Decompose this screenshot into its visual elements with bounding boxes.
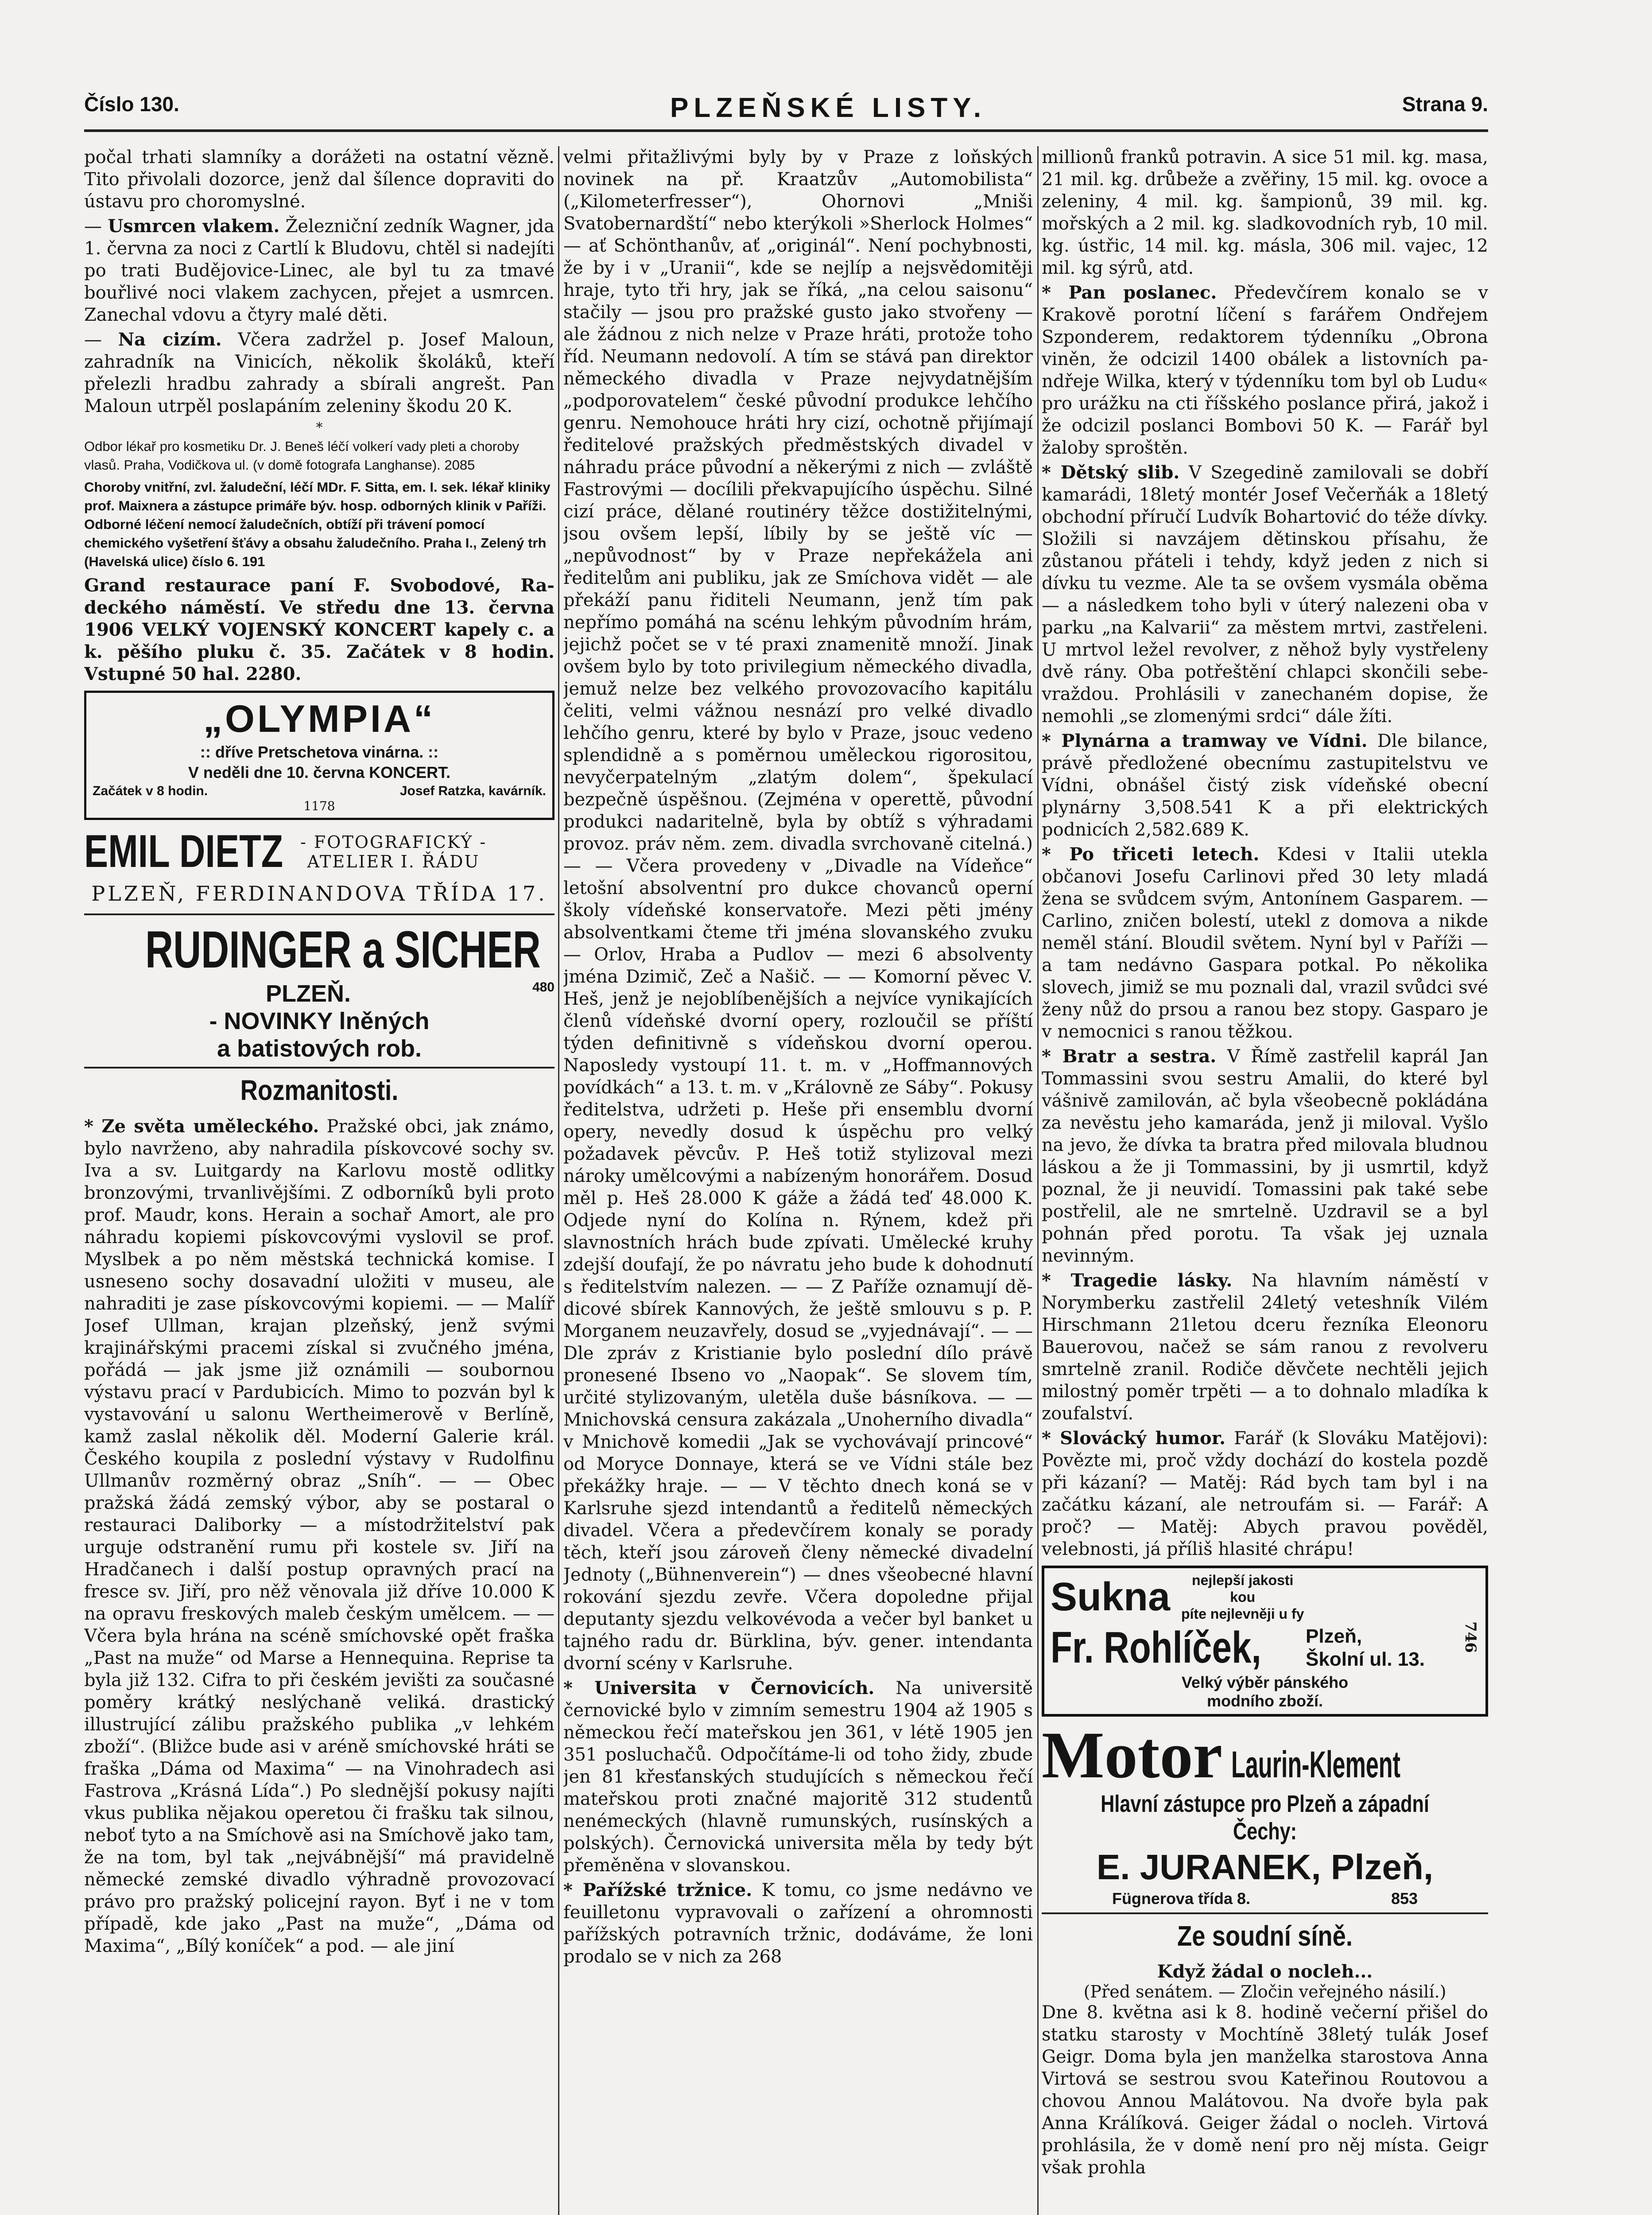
sukna-tag-line: nejlepší jakosti kou [1191,1572,1294,1605]
news-item [1042,1045,1488,1267]
sukna-bottom-line: modního zboží. [1207,1692,1323,1710]
sukna-bottom [1051,1673,1479,1710]
motor-address-row [1042,1889,1488,1908]
advertisement-olympia [84,691,555,820]
rohlicek-address [1306,1625,1425,1671]
article-title: Když žádal o nocleh... [1157,1961,1373,1982]
ad-number: 480 [532,980,555,995]
item-heading: Usmrcen vlakem. [108,216,280,237]
ad-number: 1178 [303,799,335,813]
ad-number: 853 [1391,1889,1418,1908]
motor-address: Fügnerova třída 8. [1112,1889,1251,1908]
item-heading: * Slovácký humor. [1042,1428,1226,1449]
motor-agency: Hlavní zástupce pro Plzeň a západní Čechy: [1101,1791,1429,1845]
motor-brand: Laurin-Klement [1231,1744,1401,1785]
news-item [1042,1270,1488,1425]
sukna-tag-line: píte nejlevněji u fy [1181,1606,1304,1622]
olympia-owner: Josef Ratzka, kavárník. [399,784,546,798]
news-item [1042,282,1488,459]
dietz-name: EMIL DIETZ [84,826,283,877]
advertisement-benes: Odbor lékař pro kosmetiku Dr. J. Beneš léčí volkerí vady pleti a choroby vlasů. Praha, Vodičkova ul. (v domě fotografa Langhanse). 2085 [84,439,520,473]
olympia-title: „OLYMPIA“ [203,698,435,740]
news-item [1042,843,1488,1043]
item-text: Železniční zedník Wagner, jda 1. června za noci z Cartlí k Bludovu, chtěl si nadejíti po trati Budějovice-Linec, ale byl tu za tmavé bouřlivé noci vlakem zachycen, přejet a usmrcen. Zanechal vdovu a čtyry malé děti. [84,216,555,325]
news-item [563,1677,1033,1877]
rudinger-line: a batistových rob. [217,1035,422,1062]
news-item: — Na cizím. Včera zadržel p. Josef Maloun, zahradník na Vinicích, několik školáků, kteří přelezli hradbu zahrady a sbírali angrešt. Pan Maloun utrpěl poslapáním zeleniny škodu 20 K. [84,329,555,416]
olympia-start: Začátek v 8 hodin. [93,784,208,798]
advertisement-dietz [84,825,555,878]
item-text: Na universitě černovické bylo v zimním semestru 1904 až 1905 s německou řečí mateřskou jen 361, v létě 1905 jen 351 posluchačů. Odpočítáme-li od toho židy, zbude jen 81 křesťanských studujících s německou řečí mateřskou proti značné majoritě 312 studentů nenémeckých (hlavně rumunských, rusínských a polských). Černovická universita měla by tedy být přeměněna v slovanskou. [563,1678,1033,1876]
article-paragraph: millionů franků potravin. A sice 51 mil. kg. masa, 21 mil. kg. drůbeže a zvěřiny, 15 mil. kg. ovoce a zeleniny, 4 mil. kg. šampionů, 39 mil. kg. mořských a 2 mil. kg. sladkovodních ryb, 10 mil. kg. ústřic, 14 mil. kg. másla, 306 mil. vajec, 12 mil. kg sýrů, atd. [1042,147,1488,278]
sukna-tagline [1177,1572,1308,1622]
column-divider [1037,146,1039,2215]
article-paragraph: Dne 8. května asi k 8. hodině večerní přišel do statku starosty v Mochtíně 38letý tulák Josef Geigr. Doma byla jen manželka starostova Anna Virtová se sestrou svou Kateřinou Routovou a chovou Annou Malátovou. Na dvoře byla pak Anna Králíková. Geiger žádal o nocleh. Virtová prohlásila, že v domě není pro něj místa. Geigr však prohla [1042,2002,1488,2178]
page-number: Strana 9. [1402,93,1488,116]
item-heading: * Pařížské tržnice. [563,1880,752,1900]
rudinger-city [84,980,555,1007]
rohlicek-street: Školní ul. 13. [1306,1648,1425,1670]
advertisement-restaurant: Grand restaurace paní F. Svobodové, Radeckého náměstí. Ve středu dne 13. června 1906 VELKÝ VOJENSKÝ KONCERT kapely c. a k. pěšího pluku č. 35. Začátek v 8 hodin. Vstupné 50 hal. 2280. [84,575,555,684]
item-text: Na hlavním náměstí v Norymberku zastřelil 24letý veteshník Vilém Hirschmann 21letou dceru řezníka Eleonoru Bauerovou, načež se sám ranou z revolveru smrtelně zranil. Rodiče děvčete nechtěli jejich milostný poměr trpěti — a to dohnalo mladíka k zoufalství. [1042,1271,1488,1424]
item-text: Farář (k Slováku Matějovi): Povězte mi, proč vždy dochází do kostela pozdě při kázaní? — Matěj: Rád bych tam byl i na začátku kázaní, ale netroufám si. — Farář: A proč? — Matěj: Abych pravou pověděl, velebnosti, já příliš hlasité chrápu! [1042,1428,1488,1559]
news-item [84,1115,555,1957]
advertisement-motor [1042,1718,1488,1908]
header-rule [84,129,1488,132]
news-item [563,1879,1033,1968]
column-2 [563,146,1033,2215]
column-1 [84,146,555,2215]
item-heading: * Tragedie lásky. [1042,1270,1233,1291]
sukna-top [1051,1572,1479,1622]
olympia-line: :: dříve Pretschetova vinárna. :: [200,743,439,761]
motor-dealer: E. JURANEK, Plzeň, [1096,1847,1434,1887]
rudinger-line: - NOVINKY lněných [209,1008,430,1034]
item-text: Předevčírem konalo se v Krakově porotní líčení s farářem Ondřejem Szponderem, redaktorem týdenníku „Obrona viněn, že odcizil 1400 obálek a listovních pa ndřeje Wilka, který v týdenníku tom byl ob Ludu« pro urážku na cti říšského poslance přirá, jakož i že odcizil poslanci Bombovi 50 K. — Farář byl žaloby sproštěn. [1042,283,1488,458]
advertisement-rudinger [84,920,555,1062]
item-heading: Na cizím. [118,329,222,350]
item-heading: * Plynárna a tramway ve Vídni. [1042,731,1368,751]
news-item [1042,1427,1488,1560]
item-heading: * Po třiceti letech. [1042,844,1260,865]
rohlicek-name: Fr. Rohlíček, [1051,1623,1261,1672]
olympia-line: V neděli dne 10. června KONCERT. [188,763,451,781]
column-3 [1042,146,1488,2215]
dietz-sub: ATELIER I. ŘÁDU [307,851,480,871]
motor-word: Motor [1042,1718,1223,1792]
divider-rule [84,913,555,915]
sukna-bottom-line: Velký výběr pánského [1181,1673,1349,1691]
dietz-sub: - FOTOGRAFICKÝ - [300,832,487,852]
news-item [1042,462,1488,727]
rudinger-city-text: PLZEŇ. [265,980,351,1007]
advertisement-sitta: Choroby vnitřní, zvl. žaludeční, léčí MDr. F. Sitta, em. I. sek. lékař kliniky prof. Maixnera a zástupce primáře býv. hosp. odborných klinik v Paříži. Odborné léčení nemocí žaludečních, obtíží při trávení pomocí chemického vyšetření šťávy a obsahu žaludečního. Praha I., Zelený trh (Havelská ulice) číslo 6. 191 [84,479,551,569]
news-item: — Usmrcen vlakem. Železniční zedník Wagner, jda 1. června za noci z Cartlí k Bludovu, chtěl si nadejíti po trati Budějovice-Linec, ale byl tu za tmavé bouřlivé noci vlakem zachycen, přejet a usmrcen. Zanechal vdovu a čtyry malé děti. [84,216,555,325]
item-text: V Szegedině zamilovali se dobří kamarádi, 18letý montér Josef Večerňák a 18letý obchodní příručí Ludvík Bohartović do téže dívky. Složili si navzájem dětinskou přísahu, že zůstanou přáteli i tehdy, když jeden z nich si dívku tu vezme. Ale ta se ovšem vysmála oběma — a následkem toho byli v úterý nalezeni oba v parku „na Kalvarii“ za městem mrtvi, zastřeleni. U mrtvol ležel revolver, z něhož byly vystřeleny dvě rány. Oba potřeštění chlapci skončili sebevraždou. Prohlásili v zanechaném dopise, že nemohli „se zlomenými srdci“ dále žíti. [1042,462,1488,727]
item-heading: * Bratr a sestra. [1042,1046,1217,1067]
item-text: K tomu, co jsme nedávno ve feuilletonu vypravovali o zařízení a ohromnosti pařížských potravních tržnic, dodáváme, že loni prodalo se v nich za 268 [563,1880,1033,1967]
ad-number: 746 [1462,1621,1479,1653]
dietz-tagline [300,832,487,871]
rudinger-name: RUDINGER a SICHER [145,921,541,979]
issue-number: Číslo 130. [84,93,179,116]
item-text: V Římě zastřelil kaprál Jan Tommassini svou sestru Amalii, do které byl vášnivě zamilován, ač byla všeobecně pokládána za nevěstu jeho kamaráda, jenž ji miloval. Vyšlo na jevo, že dívka ta bratra před milovala bludnou láskou a že ji Tommassini, by ji usmrtil, když poznal, že ji neuvidí. Tomassini pak také sebe postřelil, ale ne smrtelně. Uzdravil se a byl pohnán před porotu. Ta však jej uznala nevinným. [1042,1046,1488,1266]
item-heading: * Universita v Černovicích. [563,1678,875,1698]
rohlicek-city: Plzeň, [1306,1625,1362,1647]
sukna-word: Sukna [1051,1574,1171,1619]
article-paragraph: počal trhati slamníky a dorážeti na ostatní vězně. Tito přivolali dozorce, jenž dal šílence dopraviti do ústavu pro choromyslné. [84,147,555,212]
section-heading: Rozmanitosti. [240,1074,399,1106]
item-heading: * Pan poslanec. [1042,282,1217,303]
column-divider [558,146,559,2215]
item-text: Pražské obci, jak známo, bylo navrženo, aby nahradila pískovcové sochy sv. Iva a sv. Luitgardy na Karlovu mostě odlitky bronzovými, trvanlivějšími. Z odborníků byli proto prof. Maudr, kons. Herain a sochař Amort, ale pro náhradu kopiemi pískovcovými vyslovil se prof. Myslbek a po něm městská technická komise. I usneseno sochy dosavadní uložiti v museu, ale nahraditi je zase pískovcovými kopiemi. — — Malíř Josef Ullman, krajan plzeňský, jenž svými krajinářskými pracemi získal si zvučného jména, pořádá — jak jsme již oznámili — soubornou výstavu prací v Pardubicích. Mimo to pozván byl k vystavování u salonu Wertheimerově v Berlíně, kamž zaslal několik děl. Moderní Galerie král. Českého koupila z poslední výstavy v Rudolfinu Ullmanův rozměrný obraz „Sníh“. — — Obec pražská žádá zemský výbor, aby se postaral o restauraci Daliborky — a místodržitelství pak urguje odstranění rumu při kostele sv. Jiří na Hradčanech i další postup opravných prací na fresce sv. Jiří, pro něž věnovala již dříve 10.000 K na opravu freskových maleb českým umělcem. — — Včera byla hrána na scéně smíchovské opět fraška „Past na muže“ od Marse a Hennequina. Reprise ta byla již 132. Cifra to při českém jevišti za současné poměry krátký neslýchaně veliká. drastický illustrující zálibu pražského publika „v lehkém zboží“. (Bližce bude asi v aréně smíchovské hráti se fraška „Dáma od Maxima“ — na Vinohradech asi Fastrova „Krásná Lída“.) Po slednější pokusy najíti vkus publika nějakou operetou či frašku tak silnou, neboť tyto a na Smíchově asi na Smíchově jako tam, že na tom, byl tak „nejvábnější“ má pravidelně německé zemské divadlo výhradně provozovací právo pro pražský policejní rayon. Byť i ne v tom případě, kde jako „Past na muže“, „Dáma od Maxima“, „Bílý koníček“ a pod. — ale jiní [84,1116,555,1956]
motor-header [1042,1718,1488,1792]
item-text: Včera zadržel p. Josef Maloun, zahradník na Vinicích, několik školáků, kteří přelezli hradbu zahrady a sbírali angrešt. Pan Maloun utrpěl poslapáním zeleniny škodu 20 K. [84,330,555,416]
masthead-title: PLZEŇSKÉ LISTY. [670,93,986,123]
item-text: Kdesi v Italii utekla občanovi Josefu Carlinovi před 30 lety mladá žena se svůdcem svým, Antonínem Gasparem. — Carlino, zničen bolestí, utekl z domova a nikde neměl stání. Bloudil světem. Nyní byl v Paříži — a tam nedávno Gaspara potkal. Po několika slovech, jimiž se mu poznali dal, vrazil svůdci své ženy nůž do prsou a ranou bez stopy. Gasparo je v nemocnici s ranou těžkou. [1042,844,1488,1042]
advertisement-rohlicek [1042,1566,1488,1717]
section-heading: Ze soudní síně. [1177,1920,1353,1952]
divider-rule [1042,1912,1488,1914]
sukna-middle [1051,1622,1479,1673]
news-item [1042,730,1488,841]
dietz-address: PLZEŇ, FERDINANDOVA TŘÍDA 17. [91,882,547,905]
item-heading: * Ze světa uměleckého. [84,1116,319,1137]
separator-star: * [316,420,323,435]
olympia-footer [93,784,546,799]
divider-rule [84,1067,555,1069]
article-paragraph: velmi přitažlivými byly by v Praze z loňských novinek na př. Kraatzův „Automobilista“ („Kilometerfresser“), Ohornovi „Mniši Svatobernardští“ nebo kterýkoli »Sherlock Holmes“ — ať Schönthanův, ať „originál“. Není pochybnosti, že by i v „Uranii“, kde se nejlíp a nejsvědomitěji hraje, tyto tři hry, jak se říká, „na celou saisonu“ stačily — jsou pro pražské gusto jako stvořeny — ale žádnou z nich nelze v Praze hráti, protože toho říd. Neumann nedovolí. A tím se stává pan direktor německého divadla v Praze nejvydatnějším „podporovatelem“ české původní produkce lehčího genru. Nemohouce hráti hry cizí, ochotně přijímají ředitelové pražských předměstských divadel v náhradu práce původní a někerými z nich — zvláště Fastrovými — docílili překvapujícího úspěchu. Silné cizí práce, dělané routinéry těžce dostižitelnými, jsou ovšem lepší, líbily by se ještě víc — „nepůvodnost“ by v Praze nepřekážela ani ředitelům ani publiku, jak ze Smíchova vidět — ale překáží panu řiditeli Neumann, jenž tím pak nepřímo pomáhá na scénu lehkým původním hrám, jejichž počet se v té praxi znamenitě množí. Jinak ovšem bylo by toto privilegium německého divadla, jemuž nelze bez velkého provozovacího kapitálu čeliti, velmi vážnou nesnází pro velké divadlo lehčího genru, které by bylo v Praze, jsouc vedeno splendidně a s poměrnou uměleckou rigorositou, nevyčerpatelným „zlatým dolem“, špekulací bezpečně úspěšnou. (Zejména v operettě, původní produkci nadaritelně, byla by obtíž s výhradami provoz. práv něm. zem. divadla svrchovaně citelná.) — — Včera provedeny v „Divadle na Vídeňce“ letošní absolventní pro dukce chovanců operní školy vídeňské konservatoře. Mezi pěti jmény absolventkami čteme tři jména slovanského zvuku — Orlov, Hraba a Pudlov — mezi 6 absolventy jména Dzimič, Zeč a Našič. — — Komorní pěvec V. Heš, jenž je nejoblíbenějších a nejvíce vynikajících členů vídeňské dvorní opery, rozloučil se příští týden definitivně s vídeňskou dvorní operou. Naposledy vystoupí 11. t. m. v „Hoffmannových povídkách“ a 13. t. m. v „Královně ze Sáby“. Pokusy ředitelstva, udržeti p. Heše při ensemblu dvorní opery, nevedly dosud k úspěchu pro velký požadavek pěvcův. P. Heš totiž stylizoval mezi nároky umělcovými a nabízeným honorářem. Dosud měl p. Heš 28.000 K gáže a žádá teď 48.000 K. Odjede nyní do Kolína n. Rýnem, kdež při slavnostních hrách bude zpívati. Umělecké kruhy zdejší doufají, že po návratu jeho bude k dohodnutí s ředitelstvím nalezen. — — Z Paříže oznamují dědicové sbírek Kannových, že ještě smlouvu s p. P. Morganem neuzavřely, dosud se „vyjednávají“. — — Dle zpráv z Kristianie bylo poslední dílo právě pronesené Ibseno vo „Naopak“. Se slovem tím, určité stylizovaným, uletěla duše básníkova. — — Mnichovská censura zakázala „Unoherního divadla“ v Mnichově komedii „Jak se vychovávají princové“ od Moryce Donnaye, která se ve Vídni stále bez překážky hraje. — — V těchto dnech koná se v Karlsruhe sjezd intendantů a ředitelů německých divadel. Včera a předevčírem konaly se porady těch, kteří jsou zároveň členy německé divadelní Jednoty („Bühnenverein“) — dnes všeobecné hlavní rokování sjezdu zevře. Včera dopoledne přijal deputanty sjezdu velkovévoda a večer byl banket u tajného radu dr. Bürklina, býv. gener. intendanta dvorní scény v Karlsruhe. [563,147,1033,1674]
item-heading: * Dětský slib. [1042,462,1180,483]
item-text: Dle bilance, právě předložené obecnímu zastupitelstvu ve Vídni, obnášel čistý zisk vídeňské obecní plynárny 3,508.541 K a při elektrických podnicích 2,582.689 K. [1042,731,1488,840]
article-subtitle: (Před senátem. — Zločin veřejného násilí.) [1083,1982,1446,2001]
